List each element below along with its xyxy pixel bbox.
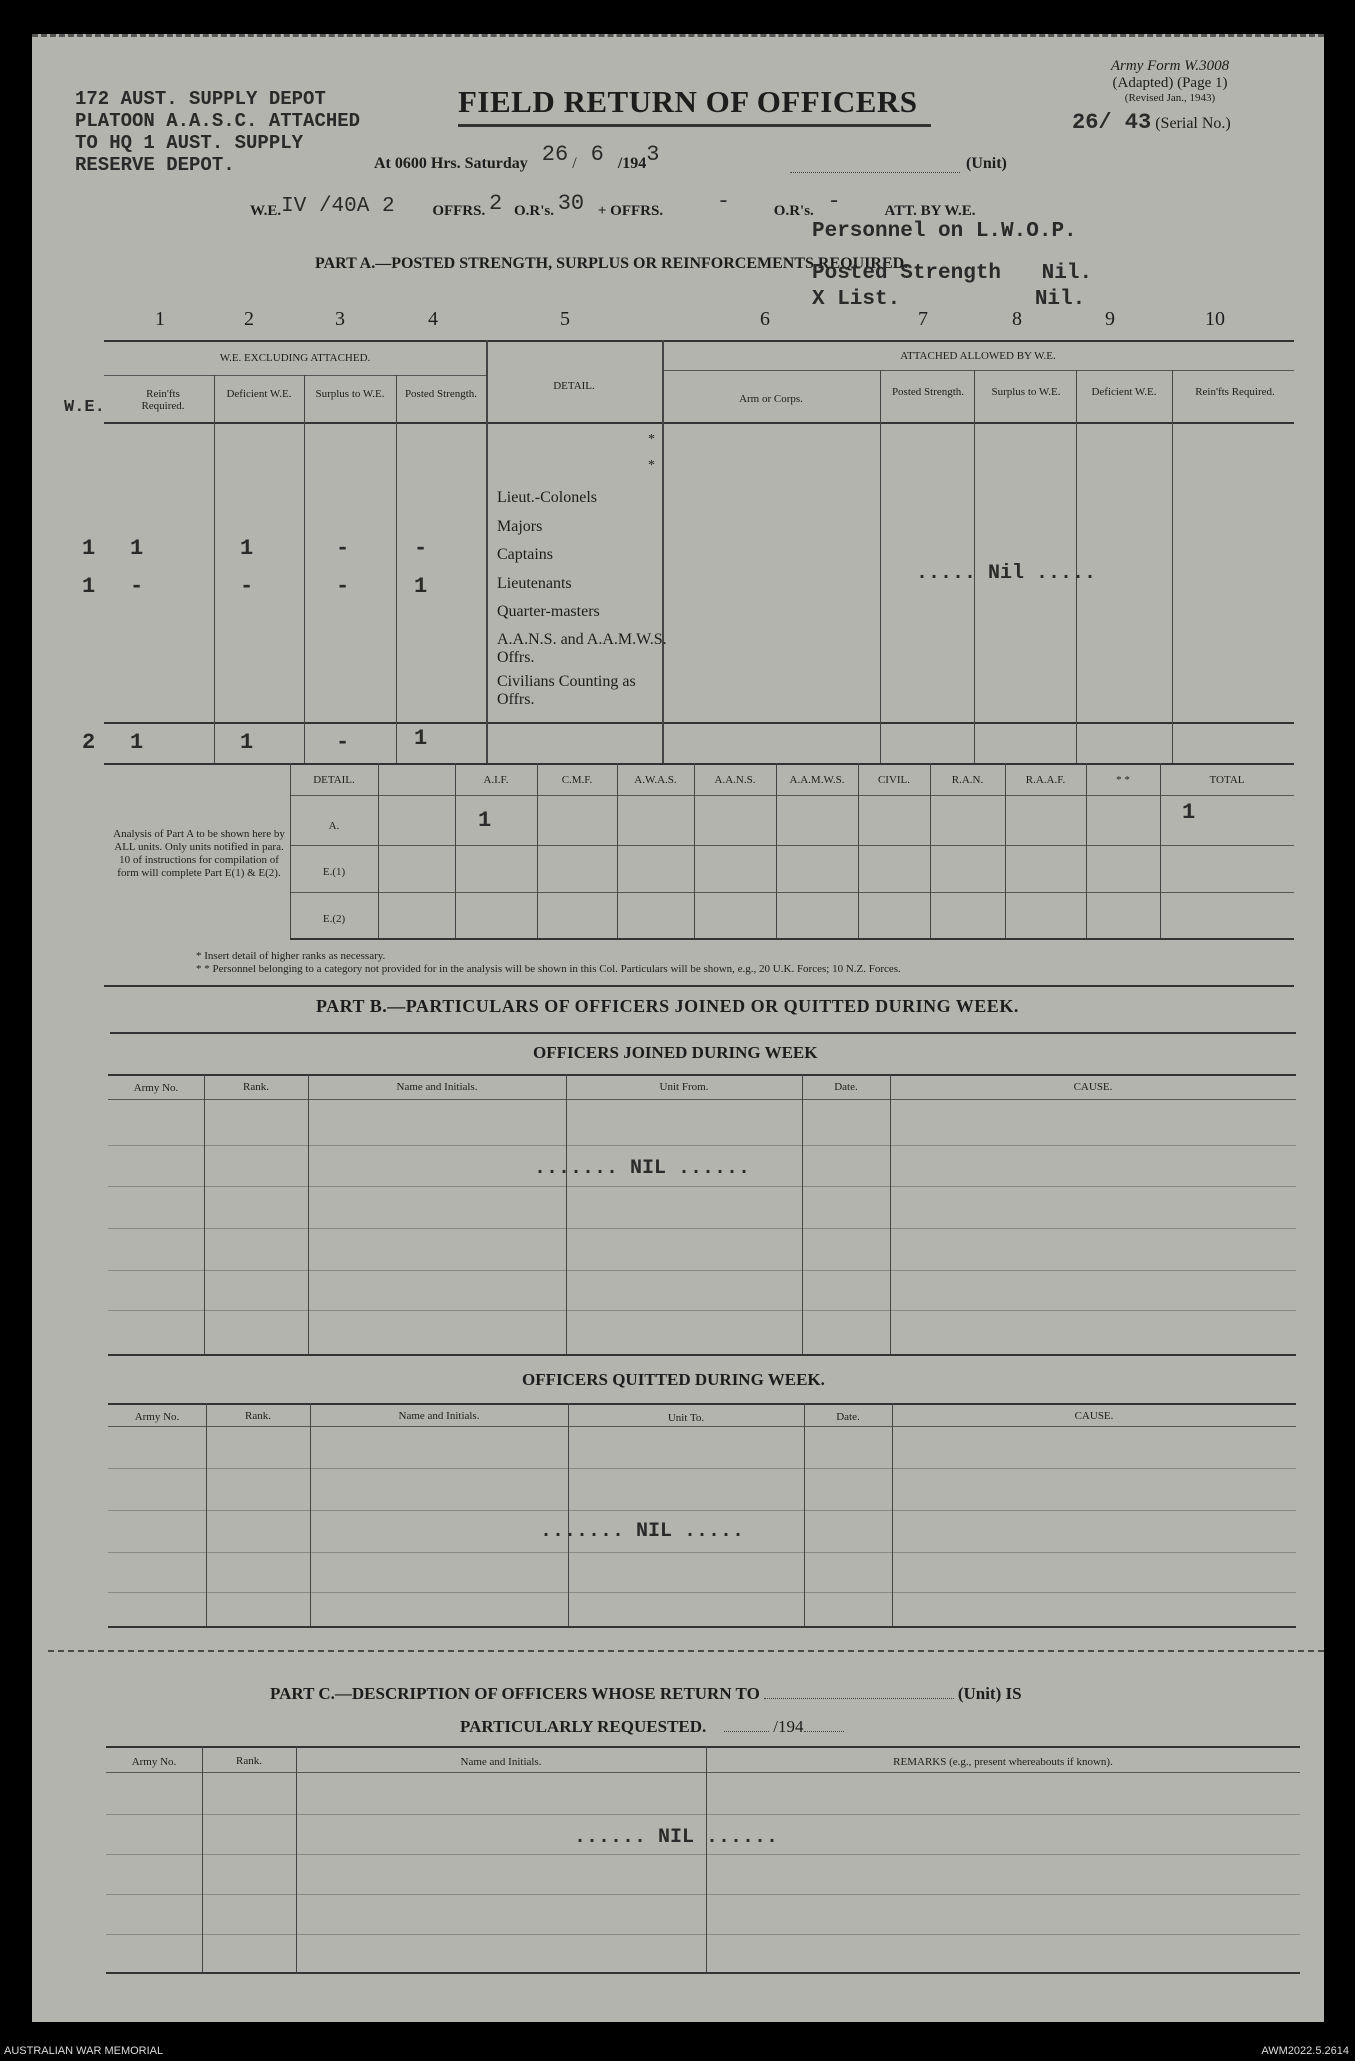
quitted-row-4 bbox=[108, 1592, 1296, 1593]
part-c-row-1 bbox=[106, 1814, 1300, 1815]
analysis-row-rule-1 bbox=[290, 845, 1294, 846]
quitted-row-2 bbox=[108, 1510, 1296, 1511]
footnote-rule bbox=[104, 985, 1294, 987]
part-c-requested: PARTICULARLY REQUESTED. bbox=[460, 1717, 707, 1736]
unit-line-1: 172 AUST. SUPPLY DEPOT bbox=[75, 88, 326, 110]
joined-title: OFFICERS JOINED DURING WEEK bbox=[533, 1043, 818, 1062]
joined-row-3 bbox=[108, 1228, 1296, 1229]
an-row-e1-label: E.(1) bbox=[322, 866, 346, 878]
total-surplus: - bbox=[336, 730, 350, 755]
perforation-line bbox=[48, 1650, 1324, 1652]
col-num-6: 6 bbox=[760, 308, 770, 330]
analysis-div-0 bbox=[290, 763, 291, 938]
an-row-e2-label: E.(2) bbox=[322, 913, 346, 925]
part-c-unit-label: (Unit) IS bbox=[957, 1684, 1022, 1703]
date-month: 6 bbox=[590, 142, 604, 167]
joined-top-rule bbox=[108, 1074, 1296, 1076]
col-num-10: 10 bbox=[1205, 308, 1225, 330]
header-arm-corps: Arm or Corps. bbox=[739, 393, 803, 405]
rank-majors: Majors bbox=[497, 517, 543, 535]
col-num-3: 3 bbox=[335, 308, 345, 330]
date-day: 26 bbox=[541, 142, 569, 167]
part-a-title: PART A.—POSTED STRENGTH, SURPLUS OR REINFORCEMENTS REQUIRED. bbox=[315, 255, 909, 272]
posted-strength-note bbox=[812, 262, 1092, 285]
date-slash: / bbox=[572, 155, 577, 172]
an-row-a-aif: 1 bbox=[478, 808, 492, 833]
quitted-h-rank: Rank. bbox=[245, 1410, 271, 1422]
analysis-div-9 bbox=[1005, 763, 1006, 938]
quitted-h-cause: CAUSE. bbox=[1074, 1410, 1114, 1422]
we-label: W.E. bbox=[250, 203, 282, 219]
serial-number bbox=[1072, 110, 1231, 135]
unit-line-2: PLATOON A.A.S.C. ATTACHED bbox=[75, 110, 361, 132]
army-form-label: Army Form W.3008 bbox=[1110, 58, 1230, 74]
an-row-a-total: 1 bbox=[1182, 800, 1196, 825]
part-c-h-remarks: REMARKS (e.g., present whereabouts if known). bbox=[893, 1756, 1113, 1768]
ors-value: 30 bbox=[557, 191, 585, 216]
quitted-div-5 bbox=[892, 1403, 893, 1626]
captains-reinfts: 1 bbox=[130, 536, 144, 561]
rank-lieutenants: Lieutenants bbox=[497, 574, 572, 592]
army-form-block bbox=[1070, 58, 1270, 104]
part-c-year-blank bbox=[804, 1731, 844, 1732]
joined-div-1 bbox=[204, 1074, 205, 1354]
joined-div-4 bbox=[802, 1074, 803, 1354]
unit-typed-block bbox=[75, 88, 360, 176]
part-c-nil: ...... NIL ...... bbox=[574, 1826, 779, 1849]
rank-aans-aamws: A.A.N.S. and A.A.M.W.S. Offrs. bbox=[497, 630, 667, 666]
group-right-label: ATTACHED ALLOWED BY W.E. bbox=[900, 350, 1056, 362]
col-num-1: 1 bbox=[155, 308, 165, 330]
plus-offrs-label: + OFFRS. bbox=[597, 203, 664, 219]
joined-row-1 bbox=[108, 1145, 1296, 1146]
joined-h-rank: Rank. bbox=[243, 1081, 269, 1093]
analysis-note: Analysis of Part A to be shown here by ALL units. Only units notified in para. 10 of instructions for compilation of form will complete Part E(1) & E(2). bbox=[113, 828, 285, 879]
joined-bottom-rule bbox=[108, 1354, 1296, 1356]
analysis-div-7 bbox=[858, 763, 859, 938]
lieutenants-deficient: - bbox=[240, 574, 254, 599]
plus-offrs-value: - bbox=[716, 189, 731, 214]
analysis-div-2 bbox=[455, 763, 456, 938]
x-list-label: X List. bbox=[812, 288, 901, 311]
rank-quartermasters: Quarter-masters bbox=[497, 603, 600, 620]
captains-surplus: - bbox=[336, 536, 350, 561]
analysis-div-6 bbox=[776, 763, 777, 938]
an-head-aif: A.I.F. bbox=[483, 774, 509, 786]
an-head-other: * * bbox=[1116, 774, 1130, 786]
joined-h-cause: CAUSE. bbox=[1073, 1081, 1113, 1093]
analysis-div-5 bbox=[694, 763, 695, 938]
joined-div-3 bbox=[566, 1074, 567, 1354]
quitted-h-unit: Unit To. bbox=[667, 1412, 705, 1424]
lieutenants-posted: 1 bbox=[414, 574, 428, 599]
plus-ors-label: O.R's. bbox=[773, 203, 814, 219]
lieutenants-surplus: - bbox=[336, 574, 350, 599]
part-c-div-3 bbox=[706, 1746, 707, 1972]
date-year-digit: 3 bbox=[646, 142, 660, 167]
part-a-top-rule bbox=[104, 340, 1294, 342]
rank-civilians: Civilians Counting as Offrs. bbox=[497, 672, 636, 708]
analysis-header-rule bbox=[290, 795, 1294, 796]
we-margin-label: W.E. bbox=[64, 398, 105, 417]
we-value: IV /40A 2 bbox=[281, 195, 395, 218]
part-a-total-rule bbox=[104, 722, 1294, 724]
header-att-deficient: Deficient W.E. bbox=[1091, 386, 1157, 398]
left-group-rule bbox=[104, 375, 486, 376]
part-c-head-rule bbox=[106, 1772, 1300, 1773]
footnote-2: * * Personnel belonging to a category not provided for in the analysis will be shown in this Col. Particulars will be shown, e.g., 20 U.K. Forces; 10 N.Z. Forces. bbox=[196, 963, 901, 975]
col-div-4 bbox=[486, 340, 488, 763]
part-b-title-rule bbox=[110, 1032, 1296, 1034]
joined-row-4 bbox=[108, 1270, 1296, 1271]
an-head-total: TOTAL bbox=[1209, 774, 1245, 786]
ors-label: O.R's. bbox=[513, 203, 554, 219]
quitted-h-name: Name and Initials. bbox=[398, 1410, 480, 1422]
analysis-div-3 bbox=[537, 763, 538, 938]
header-att-posted: Posted Strength. bbox=[891, 386, 965, 398]
header-surplus: Surplus to W.E. bbox=[315, 388, 385, 400]
col-num-5: 5 bbox=[560, 308, 570, 330]
detail-header: DETAIL. bbox=[553, 380, 595, 392]
total-posted: 1 bbox=[414, 726, 428, 751]
date-year-prefix: /194 bbox=[617, 155, 647, 172]
lwop-note: Personnel on L.W.O.P. bbox=[812, 220, 1077, 243]
footer-institution: AUSTRALIAN WAR MEMORIAL bbox=[4, 2045, 164, 2057]
unit-field-label: (Unit) bbox=[966, 155, 1007, 172]
an-head-ran: R.A.N. bbox=[951, 774, 984, 786]
unit-line-3: TO HQ 1 AUST. SUPPLY bbox=[75, 132, 304, 154]
part-c-title-line-1 bbox=[270, 1684, 1022, 1704]
header-reinfts: Rein'fts Required. bbox=[141, 388, 185, 412]
part-c-div-1 bbox=[202, 1746, 203, 1972]
posted-strength-value: Nil. bbox=[1041, 262, 1093, 285]
part-c-row-3 bbox=[106, 1894, 1300, 1895]
joined-h-army: Army No. bbox=[133, 1082, 179, 1094]
an-head-civil: CIVIL. bbox=[877, 774, 911, 786]
part-c-top-rule bbox=[106, 1746, 1300, 1748]
analysis-div-11 bbox=[1160, 763, 1161, 938]
footer-accession: AWM2022.5.2614 bbox=[1261, 2045, 1349, 2057]
col-div-3 bbox=[396, 375, 397, 763]
joined-nil: ....... NIL ...... bbox=[534, 1157, 751, 1180]
x-list-value: Nil. bbox=[1034, 288, 1086, 311]
joined-head-rule bbox=[108, 1099, 1296, 1100]
joined-h-name: Name and Initials. bbox=[396, 1081, 478, 1093]
group-left-label: W.E. EXCLUDING ATTACHED. bbox=[219, 352, 371, 364]
part-b-title: PART B.—PARTICULARS OF OFFICERS JOINED OR QUITTED DURING WEEK. bbox=[316, 996, 1019, 1016]
part-c-row-2 bbox=[106, 1854, 1300, 1855]
an-head-aamws: A.A.M.W.S. bbox=[789, 774, 845, 786]
quitted-row-3 bbox=[108, 1552, 1296, 1553]
analysis-div-1 bbox=[378, 763, 379, 938]
col-num-8: 8 bbox=[1012, 308, 1022, 330]
total-deficient: 1 bbox=[240, 730, 254, 755]
analysis-div-8 bbox=[930, 763, 931, 938]
part-c-date: /194 bbox=[773, 1717, 804, 1736]
quitted-div-1 bbox=[206, 1403, 207, 1626]
analysis-div-10 bbox=[1086, 763, 1087, 938]
part-c-h-army: Army No. bbox=[131, 1756, 177, 1768]
part-c-bottom-rule bbox=[106, 1972, 1300, 1974]
col-div-9 bbox=[1172, 370, 1173, 763]
joined-h-date: Date. bbox=[834, 1081, 858, 1093]
an-head-aans: A.A.N.S. bbox=[714, 774, 756, 786]
att-label: ATT. BY W.E. bbox=[884, 203, 976, 219]
right-group-rule bbox=[662, 370, 1294, 371]
an-head-cmf: C.M.F. bbox=[561, 774, 593, 786]
quitted-title: OFFICERS QUITTED DURING WEEK. bbox=[522, 1370, 825, 1389]
posted-strength-label: Posted Strength bbox=[812, 262, 1002, 285]
quitted-nil: ....... NIL ..... bbox=[540, 1520, 745, 1543]
quitted-top-rule bbox=[108, 1403, 1296, 1405]
unit-line-4: RESERVE DEPOT. bbox=[75, 154, 235, 176]
analysis-div-4 bbox=[617, 763, 618, 938]
title-underline bbox=[458, 124, 931, 127]
form-title: FIELD RETURN OF OFFICERS bbox=[458, 84, 918, 119]
part-c-h-name: Name and Initials. bbox=[460, 1756, 542, 1768]
part-c-unit-blank bbox=[764, 1698, 954, 1699]
part-c-row-4 bbox=[106, 1934, 1300, 1935]
header-deficient: Deficient W.E. bbox=[226, 388, 292, 400]
part-c-title-line-2 bbox=[460, 1717, 844, 1737]
joined-row-5 bbox=[108, 1310, 1296, 1311]
quitted-head-rule bbox=[108, 1426, 1296, 1427]
col-div-1 bbox=[214, 375, 215, 763]
analysis-row-rule-2 bbox=[290, 892, 1294, 893]
lieutenants-reinfts: - bbox=[130, 574, 144, 599]
col-num-9: 9 bbox=[1105, 308, 1115, 330]
joined-div-5 bbox=[890, 1074, 891, 1354]
rank-list bbox=[497, 484, 667, 709]
col-div-6 bbox=[880, 370, 881, 763]
unit-field-line bbox=[790, 172, 960, 173]
quitted-div-4 bbox=[804, 1403, 805, 1626]
an-head-raaf: R.A.A.F. bbox=[1025, 774, 1066, 786]
x-list-note bbox=[812, 288, 1085, 311]
quitted-bottom-rule bbox=[108, 1626, 1296, 1628]
offrs-label: OFFRS. bbox=[432, 203, 486, 219]
analysis-bottom-rule bbox=[290, 938, 1294, 940]
an-head-detail: DETAIL. bbox=[313, 774, 355, 786]
captains-deficient: 1 bbox=[240, 536, 254, 561]
plus-ors-value: - bbox=[827, 189, 841, 214]
at-line bbox=[374, 142, 660, 175]
lieutenants-we: 1 bbox=[82, 574, 96, 599]
quitted-h-army: Army No. bbox=[134, 1411, 180, 1423]
star-2: * bbox=[648, 458, 655, 473]
revised-label: (Revised Jan., 1943) bbox=[1124, 92, 1216, 104]
rank-captains: Captains bbox=[497, 546, 553, 563]
col-div-2 bbox=[304, 375, 305, 763]
attached-nil: ..... Nil ..... bbox=[916, 562, 1097, 585]
header-att-reinfts: Rein'fts Required. bbox=[1195, 386, 1275, 398]
joined-row-2 bbox=[108, 1186, 1296, 1187]
part-a-header-rule bbox=[104, 422, 1294, 424]
quitted-div-3 bbox=[568, 1403, 569, 1626]
rank-lieut-colonels: Lieut.-Colonels bbox=[497, 489, 597, 506]
part-c-div-2 bbox=[296, 1746, 297, 1972]
an-row-a-label: A. bbox=[328, 820, 340, 832]
header-att-surplus: Surplus to W.E. bbox=[991, 386, 1061, 398]
serial-value: 26/ 43 bbox=[1072, 110, 1152, 135]
quitted-h-date: Date. bbox=[836, 1411, 860, 1423]
star-1: * bbox=[648, 432, 655, 447]
header-posted: Posted Strength. bbox=[404, 388, 478, 400]
col-num-7: 7 bbox=[918, 308, 928, 330]
col-num-4: 4 bbox=[428, 308, 438, 330]
joined-div-2 bbox=[308, 1074, 309, 1354]
total-reinfts: 1 bbox=[130, 730, 144, 755]
quitted-row-1 bbox=[108, 1468, 1296, 1469]
part-c-title: PART C.—DESCRIPTION OF OFFICERS WHOSE RETURN TO bbox=[270, 1684, 760, 1703]
adapted-label: (Adapted) (Page 1) bbox=[1112, 75, 1228, 91]
part-c-h-rank: Rank. bbox=[236, 1755, 262, 1767]
joined-h-unit: Unit From. bbox=[659, 1081, 709, 1093]
establishment-line bbox=[250, 189, 976, 222]
col-num-2: 2 bbox=[244, 308, 254, 330]
part-a-bottom-rule bbox=[104, 763, 1294, 765]
at-text: At 0600 Hrs. Saturday bbox=[374, 155, 528, 172]
part-c-date-blank bbox=[724, 1731, 769, 1732]
total-we: 2 bbox=[82, 730, 96, 755]
captains-posted: - bbox=[414, 536, 428, 561]
offrs-value: 2 bbox=[488, 191, 503, 216]
captains-we: 1 bbox=[82, 536, 96, 561]
quitted-div-2 bbox=[310, 1403, 311, 1626]
an-head-awas: A.W.A.S. bbox=[634, 774, 677, 786]
serial-label: (Serial No.) bbox=[1155, 115, 1231, 132]
footnote-1: * Insert detail of higher ranks as necessary. bbox=[196, 950, 386, 962]
